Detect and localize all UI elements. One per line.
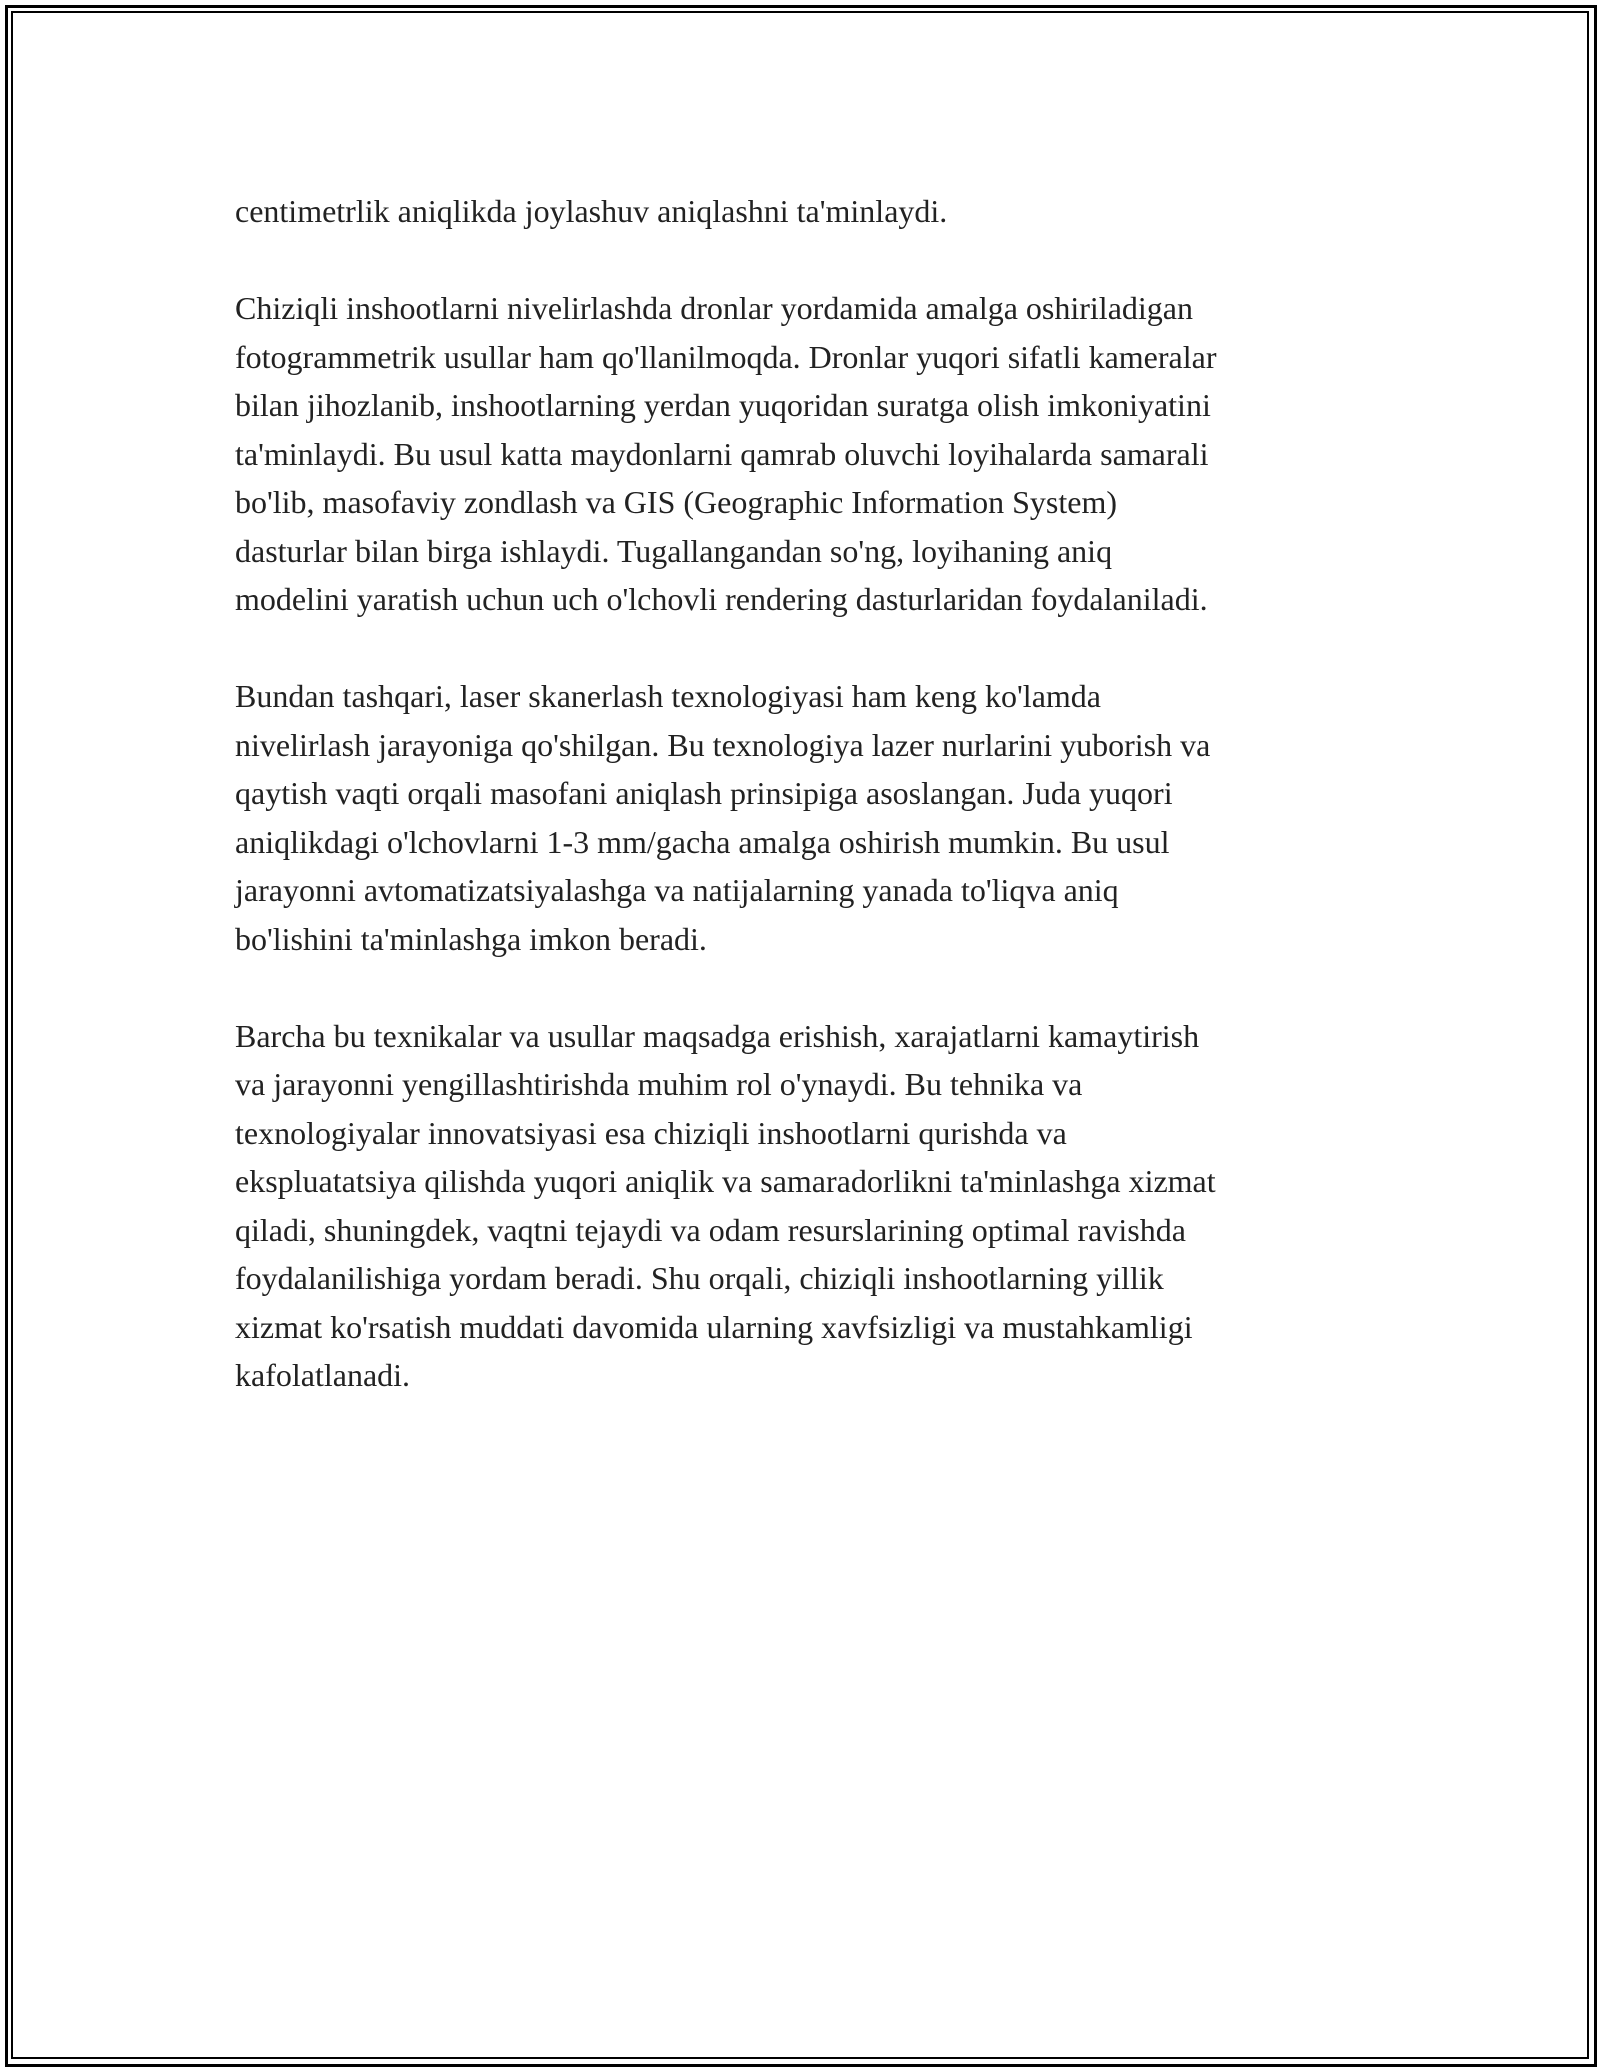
paragraph-3: Bundan tashqari, laser skanerlash texnologiyasi ham keng ko'lamda nivelirlash jarayoniga qo'shilgan. Bu texnologiya lazer nurlarini yuborish va qaytish vaqti orqali masofani aniqlash prinsipiga asoslangan. Juda yuqori aniqlikdagi o'lchovlarni 1-3 mm/gacha amalga oshirish mumkin. Bu usul jarayonni avtomatizatsiyalashga va natijalarning yanada to'liqva aniq bo'lishini ta'minlashga imkon beradi. — [235, 678, 1211, 957]
paragraph-1: centimetrlik aniqlikda joylashuv aniqlashni ta'minlaydi. — [235, 193, 948, 229]
paragraph-2: Chiziqli inshootlarni nivelirlashda dronlar yordamida amalga oshiriladigan fotogrammetrik usullar ham qo'llanilmoqda. Dronlar yuqori sifatli kameralar bilan jihozlanib, inshootlarning yerdan yuqoridan suratga olish imkoniyatini ta'minlaydi. Bu usul katta maydonlarni qamrab oluvchi loyihalarda samarali bo'lib, masofaviy zondlash va GIS (Geographic Information System) dasturlar bilan birga ishlaydi. Tugallangandan so'ng, loyihaning aniq modelini yaratish uchun uch o'lchovli rendering dasturlaridan foydalaniladi. — [235, 290, 1217, 617]
paragraph-4: Barcha bu texnikalar va usullar maqsadga erishish, xarajatlarni kamaytirish va jarayonni yengillashtirishda muhim rol o'ynaydi. Bu tehnika va texnologiyalar innovatsiyasi esa chiziqli inshootlarni qurishda va ekspluatatsiya qilishda yuqori aniqlik va samaradorlikni ta'minlashga xizmat qiladi, shuningdek, vaqtni tejaydi va odam resurslarining optimal ravishda foydalanilishiga yordam beradi. Shu orqali, chiziqli inshootlarning yillik xizmat ko'rsatish muddati davomida ularning xavfsizligi va mustahkamligi kafolatlanadi. — [235, 1017, 1216, 1393]
document-body — [235, 187, 1370, 1448]
